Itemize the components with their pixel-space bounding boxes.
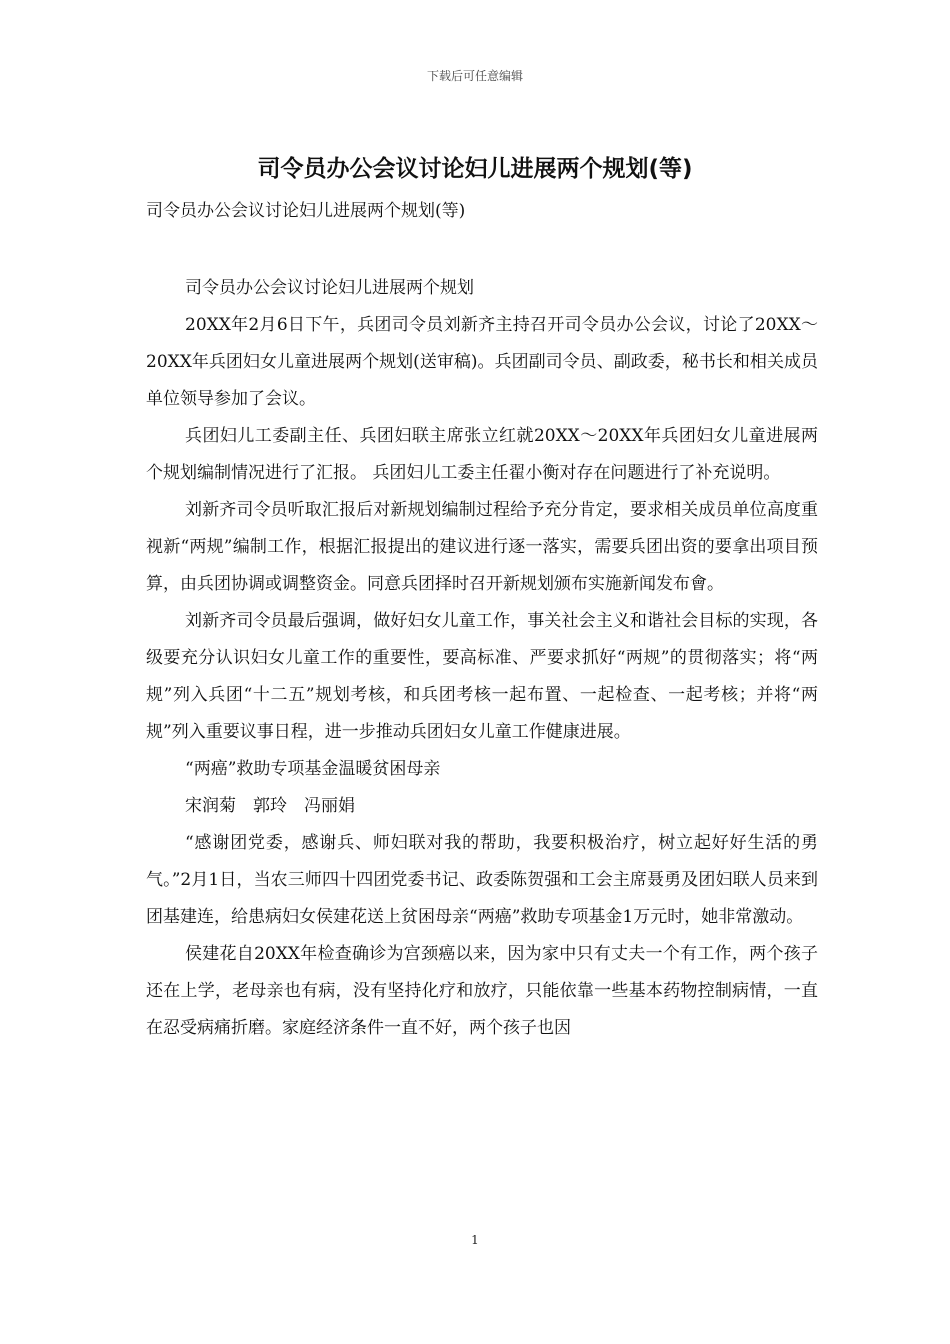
- page-number: 1: [471, 1233, 479, 1247]
- author-line: 宋润菊 郭玲 冯丽娟: [185, 796, 355, 816]
- body-paragraph: 刘新齐司令员听取汇报后对新规划编制过程给予充分肯定，要求相关成员单位高度重视新“两规”编制工作，根据汇报提出的建议进行逐一落实，需要兵团出资的要拿出项目预算，由兵团协调或调整资金。同意兵团择时召开新规划颁布实施新闻发布會。: [146, 500, 818, 594]
- document-subtitle: 司令员办公会议讨论妇儿进展两个规划(等): [146, 201, 466, 221]
- section-heading-meeting: 司令员办公会议讨论妇儿进展两个规划: [185, 278, 474, 298]
- body-paragraph: 兵团妇儿工委副主任、兵团妇联主席张立红就20XX～20XX年兵团妇女儿童进展两个规划编制情况进行了汇报。 兵团妇儿工委主任翟小衡对存在问题进行了补充说明。: [146, 426, 818, 483]
- document-title: 司令员办公会议讨论妇儿进展两个规划(等): [257, 156, 693, 182]
- body-paragraph: 侯建花自20XX年检查确诊为宫颈癌以来，因为家中只有丈夫一个有工作，两个孩子还在上学，老母亲也有病，没有坚持化疗和放疗，只能依靠一些基本药物控制病情，一直在忍受病痛折磨。家庭经济条件一直不好，两个孩子也因: [146, 944, 818, 1038]
- header-note: 下载后可任意编辑: [426, 69, 523, 83]
- section-heading-fund: “两癌”救助专项基金温暖贫困母亲: [185, 759, 441, 779]
- body-paragraph: 20XX年2月6日下午，兵团司令员刘新齐主持召开司令员办公会议，讨论了20XX～20XX年兵团妇女儿童进展两个规划(送审稿)。兵团副司令员、副政委，秘书长和相关成员单位领导参加了会议。: [146, 315, 818, 409]
- body-paragraph: 刘新齐司令员最后强调，做好妇女儿童工作，事关社会主义和谐社会目标的实现，各级要充分认识妇女儿童工作的重要性，要高标准、严要求抓好“两规”的贯彻落实；将“两规”列入兵团“十二五”规划考核，和兵团考核一起布置、一起检查、一起考核；并将“两规”列入重要议事日程，进一步推动兵团妇女儿童工作健康进展。: [146, 611, 818, 742]
- document-body: [146, 270, 818, 1047]
- body-paragraph: “感谢团党委，感谢兵、师妇联对我的帮助，我要积极治疗，树立起好好生活的勇气。”2月1日，当农三师四十四团党委书记、政委陈贺强和工会主席聂勇及团妇联人员来到团基建连，给患病妇女侯建花送上贫困母亲“两癌”救助专项基金1万元时，她非常激动。: [146, 833, 818, 927]
